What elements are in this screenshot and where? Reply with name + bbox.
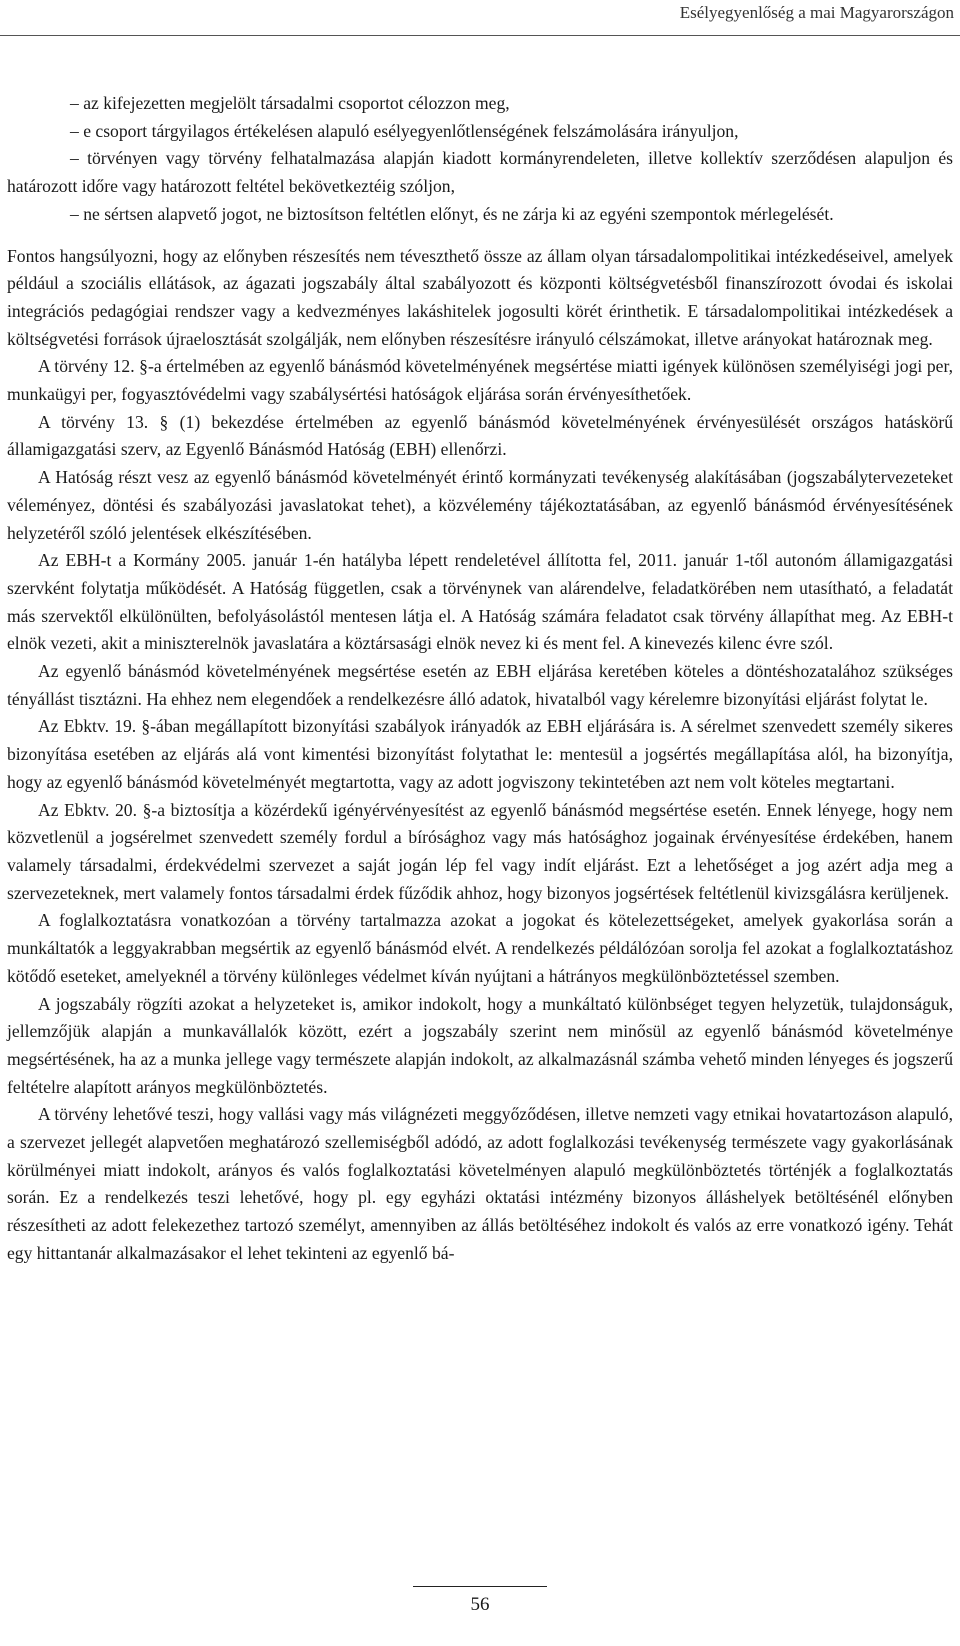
criteria-item: – e csoport tárgyilagos értékelésen alapuló esélyegyenlőtlenségének felszámolására irányuljon, (70, 120, 739, 141)
body-paragraph: A törvény lehetővé teszi, hogy vallási vagy más világnézeti meggyőződésen, illetve nemzeti vagy etnikai hovatartozáson alapuló, a szervezet jellegét alapvetően meghatározó szellemiségből adódó, az adott foglalkozási tevékenység természete vagy gyakorlásának körülményei miatt indokolt, arányos és valós foglalkoztatási követelményen alapuló megkülönböztetés történjék a foglalkoztatás során. Ez a rendelkezés teszi lehetővé, hogy pl. egy egyházi oktatási intézmény bizonyos álláshelyek betöltésénél előnyben részesítheti az adott felekezethez tartozó személyt, amennyiben az állás betöltéséhez indokolt és valós az erre vonatkozó igény. Tehát egy hittantanár alkalmazásakor el lehet tekinteni az egyenlő bá- (7, 1104, 953, 1263)
body-paragraph: A törvény 13. § (1) bekezdése értelmében az egyenlő bánásmód követelményének érvényesülését országos hatáskörű államigazgatási szerv, az Egyenlő Bánásmód Hatóság (EBH) ellenőrzi. (7, 411, 953, 460)
criteria-item-text: – ne sértsen alapvető jogot, ne biztosítson feltétlen előnyt, és ne zárja ki az egyéni szempontok mérlegelését. (70, 203, 834, 224)
body-paragraph: Az Ebktv. 19. §-ában megállapított bizonyítási szabályok irányadók az EBH eljárására is. A sérelmet szenvedett személy sikeres bizonyítása esetében az eljárás alá vont kimentési bizonyítást folytathat le: mentesül a jogsértés megállapítása alól, ha bizonyítja, hogy az egyenlő bánásmód követelményét megtartotta, vagy az adott jogviszony tekintetében azt nem volt köteles megtartani. (7, 716, 953, 792)
body-paragraph: A jogszabály rögzíti azokat a helyzeteket is, amikor indokolt, hogy a munkáltató különbséget tegyen helyzetük, tulajdonságuk, jellemzőjük alapján a munkavállalók között, ezért a jogszabály szerint nem minősül az egyenlő bánásmód követelménye megsértésének, ha az a munka jellege vagy természete alapján indokolt, az alkalmazásnál számba vehető minden lényeges és jogszerű feltételre alapított arányos megkülönböztetés. (7, 993, 953, 1097)
running-header (0, 0, 960, 36)
running-header-title: Esélyegyenlőség a mai Magyarországon (679, 3, 954, 22)
body-paragraph: Az EBH-t a Kormány 2005. január 1-én hatályba lépett rendeletével állította fel, 2011. január 1-től autonóm államigazgatási szervként folytatja működését. A Hatóság független, csak a törvénynek van alárendelve, feladatkörében nem utasítható, a feladatát más szervektől elkülönülten, befolyásolástól mentesen látja el. A Hatóság számára feladatot csak törvény állapíthat meg. Az EBH-t elnök vezeti, akit a miniszterelnök javaslatára a köztársasági elnök nevez ki és ment fel. A kinevezés kilenc évre szól. (7, 550, 953, 654)
body-paragraph: Az Ebktv. 20. §-a biztosítja a közérdekű igényérvényesítést az egyenlő bánásmód megsértése esetén. Ennek lényege, hogy nem közvetlenül a jogsérelmet szenvedett személy fordul a bírósághoz vagy más hatósághoz jogainak érvényesítése érdekében, hanem valamely társadalmi, érdekvédelmi szervezet a saját jogán lép fel vagy indít eljárást. Ezt a lehetőséget a jog azért adja meg a szervezeteknek, mert valamely fontos társadalmi érdek fűződik ahhoz, hogy bizonyos jogsértések feltétlenül kivizsgálásra kerüljenek. (7, 799, 953, 903)
body-paragraph: A Hatóság részt vesz az egyenlő bánásmód követelményét érintő kormányzati tevékenység alakításában (jogszabálytervezeteket véleményez, döntési és szabályozási javaslatokat tehet), a közvélemény tájékoztatásában, az egyenlő bánásmód érvényesítésének helyzetéről szóló jelentések elkészítésében. (7, 467, 953, 543)
body-paragraph: A törvény 12. §-a értelmében az egyenlő bánásmód követelményének megsértése miatti igények különösen személyiségi jogi per, munkaügyi per, fogyasztóvédelmi vagy szabálysértési hatóságok eljárása során érvényesíthetőek. (7, 356, 953, 405)
criteria-item-text: – törvényen vagy törvény felhatalmazása alapján kiadott kormányrendeleten, illetve kollektív szerződésen alapuljon és határozott időre vagy határozott feltétel bekövetkeztéig szóljon, (7, 148, 953, 197)
body-paragraph: Az egyenlő bánásmód követelményének megsértése esetén az EBH eljárása keretében köteles a döntéshozatalához szükséges tényállást tisztázni. Ha ehhez nem elegendőek a rendelkezésre álló adatok, hivatalból vagy kérelemre bizonyítási eljárást folytat le. (7, 661, 953, 709)
criteria-item (7, 145, 953, 200)
page-number: 56 (470, 1594, 490, 1615)
page-body (7, 90, 953, 1268)
criteria-item (7, 201, 953, 229)
criteria-item: – az kifejezetten megjelölt társadalmi csoportot célozzon meg, (70, 93, 510, 113)
footer-rule (413, 1586, 547, 1587)
body-paragraph: A foglalkoztatásra vonatkozóan a törvény tartalmazza azokat a jogokat és kötelezettségeket, amelyek gyakorlása során a munkáltatók a leggyakrabban megsértik az egyenlő bánásmód elvét. A rendelkezés példálózóan sorolja fel azokat a foglalkoztatáshoz kötődő eseteket, amelyeknél a törvény különleges védelmet kíván nyújtani a hátrányos megkülönböztetéssel szemben. (7, 910, 953, 986)
criteria-list (7, 90, 953, 229)
body-paragraph: Fontos hangsúlyozni, hogy az előnyben részesítés nem téveszthető össze az állam olyan társadalompolitikai intézkedéseivel, amelyek például a szociális ellátások, az ágazati jogszabály által szabályozott és központi költségvetésből finanszírozott óvodai és iskolai integrációs pedagógiai rendszer vagy a kedvezményes lakáshitelek jogosulti körét érinthetik. E társadalompolitikai intézkedések a költségvetési források újraelosztását szolgálják, nem előnyben részesítésre irányuló célszámokat, illetve arányokat határoznak meg. (7, 245, 953, 349)
